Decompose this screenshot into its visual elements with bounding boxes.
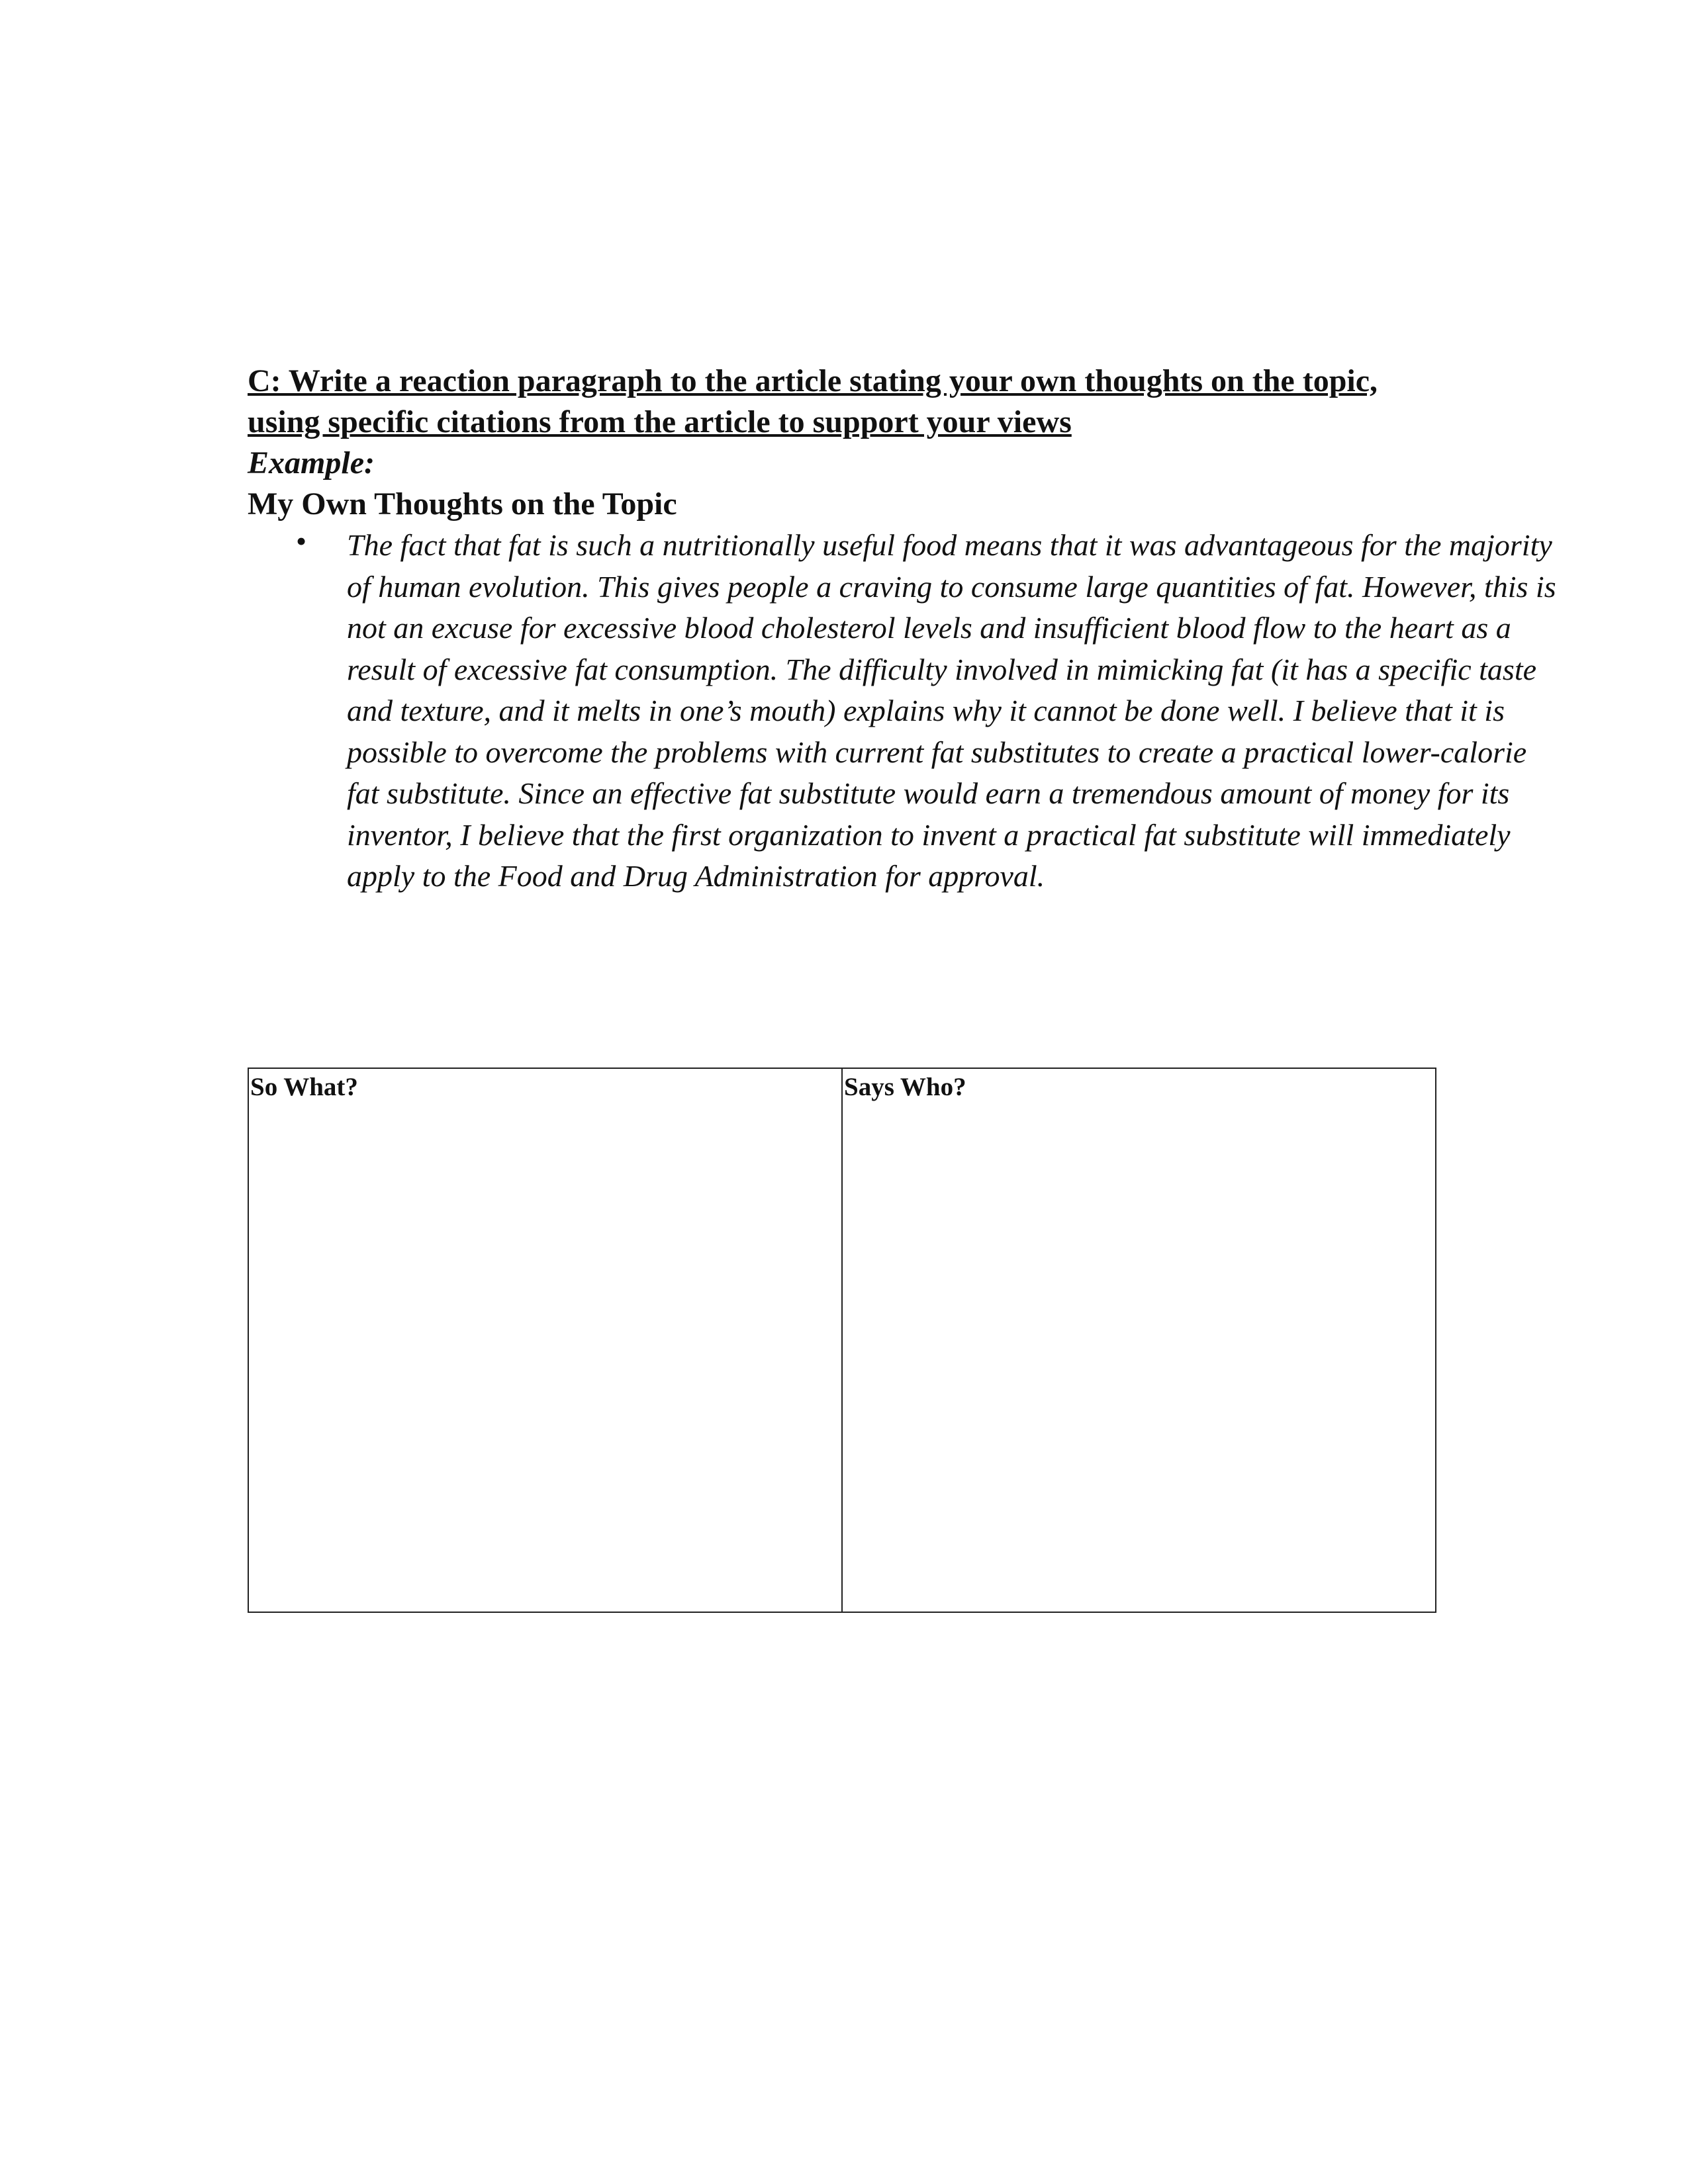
- bullet-list: [248, 524, 1556, 897]
- example-paragraph: The fact that fat is such a nutritionally useful food means that it was advantageous for the majority of human evolution. This gives people a craving to consume large quantities of fat. However, this is not an excuse for excessive blood cholesterol levels and insufficient blood flow to the heart as a result of excessive fat consumption. The difficulty involved in mimicking fat (it has a specific taste and texture, and it melts in one’s mouth) explains why it cannot be done well. I believe that it is possible to overcome the problems with current fat substitutes to create a practical lower-calorie fat substitute. Since an effective fat substitute would earn a tremendous amount of money for its inventor, I believe that the first organization to invent a practical fat substitute will immediately apply to the Food and Drug Administration for approval.: [347, 528, 1556, 893]
- thoughts-heading: My Own Thoughts on the Topic: [248, 486, 677, 522]
- so-what-cell[interactable]: [249, 1069, 841, 1612]
- content-block: [248, 361, 1556, 897]
- says-who-cell[interactable]: [841, 1069, 1435, 1612]
- so-what-header: So What?: [250, 1073, 358, 1101]
- example-paragraph-item: [248, 525, 1558, 897]
- says-who-header: Says Who?: [844, 1073, 966, 1101]
- bullet-icon: •: [296, 524, 307, 558]
- response-table: [248, 1068, 1436, 1613]
- assignment-instruction: C: Write a reaction paragraph to the article stating your own thoughts on the topic, using specific citations from the article to support your views: [248, 363, 1378, 439]
- example-label: Example:: [248, 445, 375, 480]
